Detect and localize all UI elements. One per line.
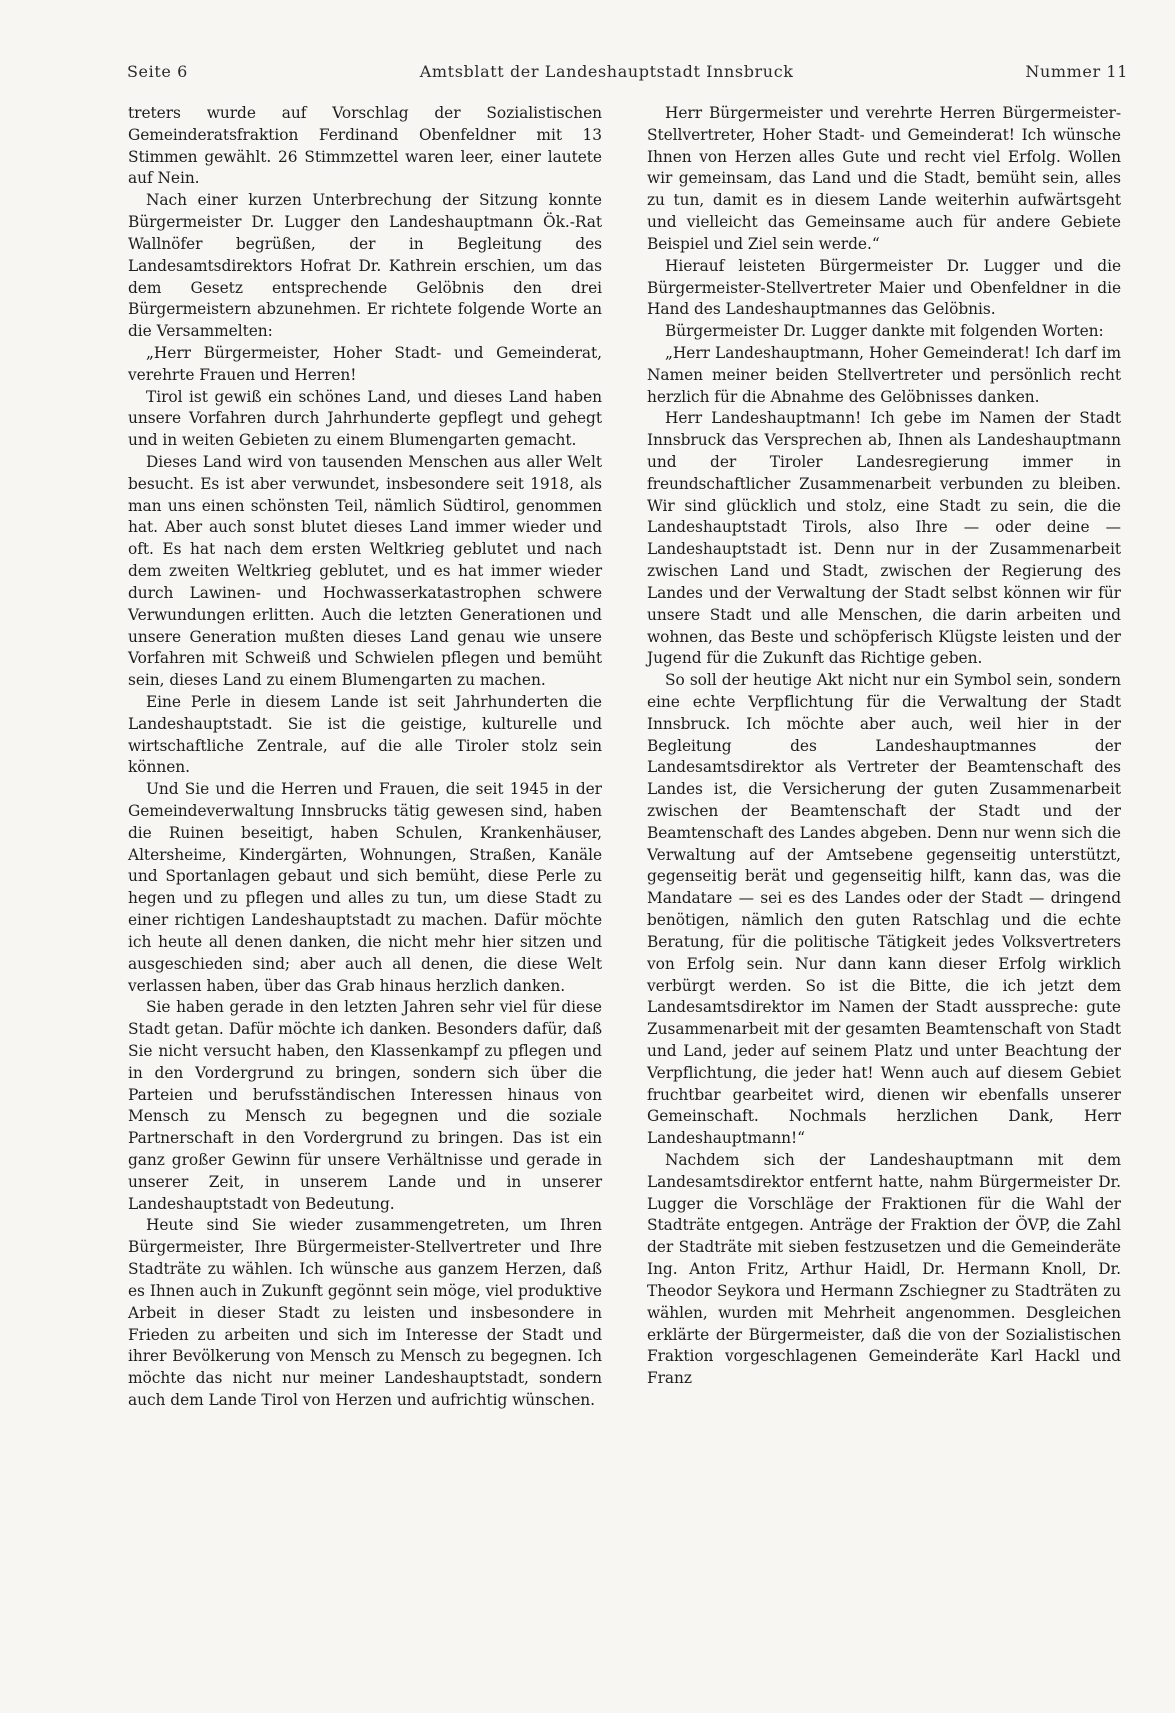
page-header <box>127 62 1128 86</box>
paragraph: Sie haben gerade in den letzten Jahren sehr viel für diese Stadt getan. Dafür möchte ich danken. Besonders dafür, daß Sie nicht versucht haben, den Klassenkampf zu pflegen und in den Vordergrund zu bringen, sondern sich über die Parteien und berufsständischen Interessen hinaus von Mensch zu Mensch zu begegnen und die soziale Partnerschaft in den Vordergrund zu bringen. Das ist ein ganz großer Gewinn für unsere Verhältnisse und gerade in unserer Zeit, in unserem Lande und in unserer Landeshauptstadt von Bedeutung. <box>128 998 602 1213</box>
left-column <box>128 103 602 1412</box>
paragraph: Nachdem sich der Landeshauptmann mit dem Landesamtsdirektor entfernt hatte, nahm Bürgermeister Dr. Lugger die Vorschläge der Fraktionen für die Wahl der Stadträte entgegen. Anträge der Fraktion der ÖVP, die Zahl der Stadträte mit sieben festzusetzen und die Gemeinderäte Ing. Anton Fritz, Arthur Haidl, Dr. Hermann Knoll, Dr. Theodor Seykora und Hermann Zschiegner zu Stadträten zu wählen, wurden mit Mehrheit angenommen. Desgleichen erklärte der Bürgermeister, daß die von der Sozialistischen Fraktion vorgeschlagenen Gemeinderäte Karl Hackl und Franz <box>647 1151 1121 1388</box>
paragraph: Dieses Land wird von tausenden Menschen aus aller Welt besucht. Es ist aber verwundet, insbesondere seit 1918, als man uns einen schönsten Teil, nämlich Südtirol, genommen hat. Aber auch sonst blutet dieses Land immer wieder und oft. Es hat nach dem ersten Weltkrieg geblutet und nach dem zweiten Weltkrieg geblutet, und es hat immer wieder durch Lawinen- und Hochwasserkatastrophen schwere Verwundungen erlitten. Auch die letzten Generationen und unsere Generation mußten dieses Land genau wie unsere Vorfahren mit Schweiß und Schwielen pflegen und bemüht sein, dieses Land zu einem Blumengarten zu machen. <box>128 453 602 690</box>
publication-title: Amtsblatt der Landeshauptstadt Innsbruck <box>419 62 794 81</box>
paragraph: „Herr Landeshauptmann, Hoher Gemeinderat! Ich darf im Namen meiner beiden Stellvertreter und persönlich recht herzlich für die Abnahme des Gelöbnisses danken. <box>647 343 1121 406</box>
issue-number: Nummer 11 <box>1025 62 1128 81</box>
paragraph: So soll der heutige Akt nicht nur ein Symbol sein, sondern eine echte Verpflichtung für die Verwaltung der Stadt Innsbruck. Ich möchte aber auch, weil hier in der Begleitung des Landeshauptmannes der Landesamtsdirektor als Vertreter der Beamtenschaft des Landes ist, die Versicherung der guten Zusammenarbeit zwischen der Beamtenschaft der Stadt und der Beamtenschaft des Landes abgeben. Denn nur wenn sich die Verwaltung auf der Amtsebene gegenseitig unterstützt, gegenseitig berät und gegenseitig hilft, kann das, was die Mandatare — sei es des Landes oder der Stadt — dringend benötigen, nämlich den guten Ratschlag und die echte Beratung, für die politische Tätigkeit jedes Volksvertreters von Erfolg sein. Nur dann kann dieser Erfolg wirklich verbürgt werden. So ist die Bitte, die ich jetzt dem Landesamtsdirektor im Namen der Stadt ausspreche: gute Zusammenarbeit mit der gesamten Beamtenschaft von Stadt und Land, jeder auf seinem Platz und unter Beachtung der Verpflichtung, die jeder hat! Wenn auch auf diesem Gebiet fruchtbar gearbeitet wird, dienen wir ebenfalls unserer Gemeinschaft. Nochmals herzlichen Dank, Herr Landeshauptmann!“ <box>647 671 1121 1148</box>
paragraph: treters wurde auf Vorschlag der Sozialistischen Gemeinderatsfraktion Ferdinand Obenfeldner mit 13 Stimmen gewählt. 26 Stimmzettel waren leer, einer lautete auf Nein. <box>128 104 602 188</box>
paragraph: Herr Landeshauptmann! Ich gebe im Namen der Stadt Innsbruck das Versprechen ab, Ihnen als Landeshauptmann und der Tiroler Landesregierung immer in freundschaftlicher Zusammenarbeit verbunden zu bleiben. Wir sind glücklich und stolz, eine Stadt zu sein, die die Landeshauptstadt Tirols, also Ihre — oder deine — Landeshauptstadt ist. Denn nur in der Zusammenarbeit zwischen Land und Stadt, zwischen der Regierung des Landes und der Verwaltung der Stadt selbst können wir für unsere Stadt und alle Menschen, die darin arbeiten und wohnen, das Beste und schöpferisch Klügste leisten und der Jugend für die Zukunft das Richtige geben. <box>647 409 1121 668</box>
paragraph: „Herr Bürgermeister, Hoher Stadt- und Gemeinderat, verehrte Frauen und Herren! <box>128 343 602 384</box>
right-column <box>647 103 1121 1390</box>
paragraph: Tirol ist gewiß ein schönes Land, und dieses Land haben unsere Vorfahren durch Jahrhunderte gepflegt und gehegt und in weiten Gebieten zu einem Blumengarten gemacht. <box>128 387 602 450</box>
paragraph: Hierauf leisteten Bürgermeister Dr. Lugger und die Bürgermeister-Stellvertreter Maier und Obenfeldner in die Hand des Landeshauptmannes das Gelöbnis. <box>647 256 1121 319</box>
page-number: Seite 6 <box>127 62 188 81</box>
paragraph: Und Sie und die Herren und Frauen, die seit 1945 in der Gemeindeverwaltung Innsbrucks tätig gewesen sind, haben die Ruinen beseitigt, haben Schulen, Krankenhäuser, Altersheime, Kindergärten, Wohnungen, Straßen, Kanäle und Sportanlagen gebaut und sich bemüht, diese Perle zu hegen und zu pflegen und alles zu tun, um diese Stadt zu einer richtigen Landeshauptstadt zu machen. Dafür möchte ich heute all denen danken, die nicht mehr hier sitzen und ausgeschieden sind; aber auch all denen, die diese Welt verlassen haben, über das Grab hinaus herzlich danken. <box>128 780 602 995</box>
paragraph: Eine Perle in diesem Lande ist seit Jahrhunderten die Landeshauptstadt. Sie ist die geistige, kulturelle und wirtschaftliche Zentrale, auf die alle Tiroler stolz sein können. <box>128 692 602 777</box>
paragraph: Herr Bürgermeister und verehrte Herren Bürgermeister-Stellvertreter, Hoher Stadt- und Gemeinderat! Ich wünsche Ihnen von Herzen alles Gute und recht viel Erfolg. Wollen wir gemeinsam, das Land und die Stadt, bemüht sein, alles zu tun, damit es in diesem Lande weiterhin aufwärtsgeht und vielleicht das Gemeinsame auch für andere Gebiete Beispiel und Ziel sein werde.“ <box>647 104 1121 253</box>
paragraph: Bürgermeister Dr. Lugger dankte mit folgenden Worten: <box>665 322 1104 341</box>
paragraph: Nach einer kurzen Unterbrechung der Sitzung konnte Bürgermeister Dr. Lugger den Landeshauptmann Ök.-Rat Wallnöfer begrüßen, der in Begleitung des Landesamtsdirektors Hofrat Dr. Kathrein erschien, um das dem Gesetz entsprechende Gelöbnis den drei Bürgermeistern abzunehmen. Er richtete folgende Worte an die Versammelten: <box>128 191 602 341</box>
paragraph: Heute sind Sie wieder zusammengetreten, um Ihren Bürgermeister, Ihre Bürgermeister-Stellvertreter und Ihre Stadträte zu wählen. Ich wünsche aus ganzem Herzen, daß es Ihnen auch in Zukunft gegönnt sein möge, viel produktive Arbeit in dieser Stadt zu leisten und insbesondere in Frieden zu arbeiten und sich im Interesse der Stadt und ihrer Bevölkerung von Mensch zu Mensch zu begegnen. Ich möchte das nicht nur meiner Landeshauptstadt, sondern auch dem Lande Tirol von Herzen und aufrichtig wünschen. <box>128 1216 602 1409</box>
